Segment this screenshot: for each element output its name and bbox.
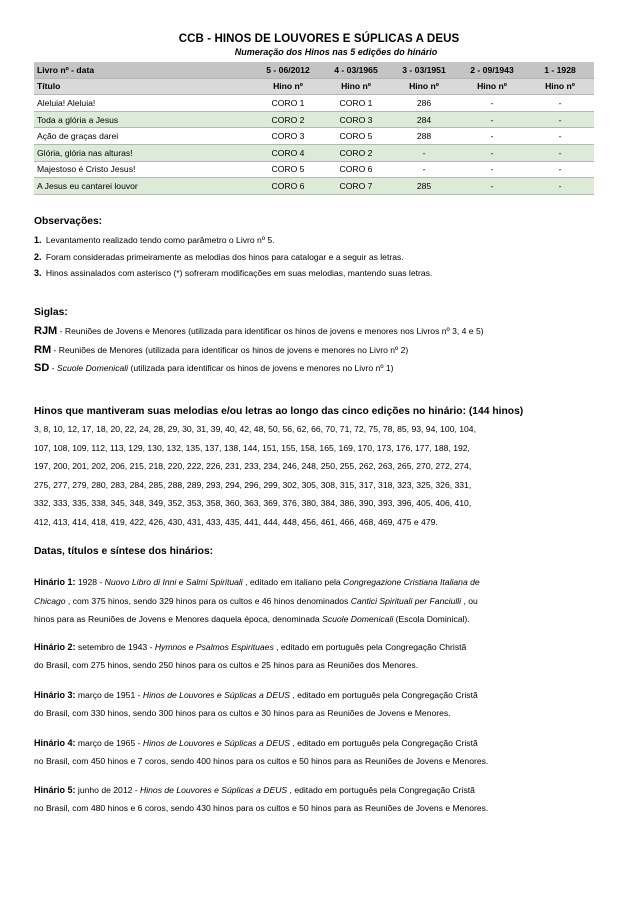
hinario-text: , editado em português pela Congregação Cristã [287, 785, 475, 795]
header-cell: Hino nº [254, 78, 322, 95]
hymn-number-line: 275, 277, 279, 280, 283, 284, 285, 288, 289, 293, 294, 296, 299, 302, 305, 308, 315, 317, 318, 323, 325, 326, 331, [34, 479, 472, 490]
table-cell: - [390, 161, 458, 178]
hymn-table [34, 62, 594, 195]
table-row [34, 95, 594, 112]
hinario-text: junho de 2012 - [75, 785, 141, 795]
hymn-number-line: 412, 413, 414, 418, 419, 422, 426, 430, 431, 433, 435, 441, 444, 448, 456, 461, 466, 468, 469, 475 e 479. [34, 516, 438, 527]
hinario-text: setembro de 1943 - [75, 642, 155, 652]
table-cell: A Jesus eu cantarei louvor [34, 178, 254, 195]
table-cell: Toda a glória a Jesus [34, 111, 254, 128]
table-header-row-title [34, 78, 594, 95]
sigla-code: SD [34, 362, 50, 374]
table-cell: - [458, 95, 526, 112]
table-cell: - [458, 111, 526, 128]
hinario-text: , ou [461, 596, 478, 606]
table-cell: CORO 2 [254, 111, 322, 128]
table-cell: CORO 1 [322, 95, 390, 112]
hinario-text: (Escola Dominical). [393, 614, 470, 624]
observacao-text: Levantamento realizado tendo como parâmetro o Livro nº 5. [45, 235, 275, 245]
header-cell: 4 - 03/1965 [322, 62, 390, 78]
table-cell: - [458, 128, 526, 145]
hinario-text: , editado em italiano pela [242, 577, 344, 587]
sigla-italic: Scuole Domenicali [56, 363, 129, 373]
table-cell: CORO 3 [254, 128, 322, 145]
table-cell: 285 [390, 178, 458, 195]
hinario-title: Hymnos e Psalmos Espirituaes [154, 642, 274, 652]
hinario-label: Hinário 1: [34, 577, 76, 587]
table-cell: - [458, 178, 526, 195]
hymn-number-line: 332, 333, 335, 338, 345, 348, 349, 352, 353, 358, 360, 363, 369, 376, 380, 384, 386, 390, 393, 396, 405, 406, 410, [34, 498, 472, 508]
table-cell: CORO 6 [254, 178, 322, 195]
hinario-4-line-2: no Brasil, com 450 hinos e 7 coros, sendo 400 hinos para os cultos e 50 hinos para as Reuniões de Jovens e Menores. [34, 756, 489, 766]
observacao-item [34, 268, 432, 278]
table-cell: CORO 4 [254, 144, 322, 161]
observacao-item [34, 252, 404, 262]
sigla-text: - [51, 363, 57, 373]
table-cell: CORO 6 [322, 161, 390, 178]
table-row [34, 144, 594, 161]
hinario-text: março de 1951 - [75, 690, 143, 700]
table-cell: Aleluia! Aleluia! [34, 95, 254, 112]
hinario-title: Cantici Spirituali per Fanciulli [350, 596, 462, 606]
sigla-code: RM [34, 344, 52, 356]
hinario-text: , editado em português pela Congregação Cristã [290, 690, 478, 700]
hinario-title: Hinos de Louvores e Súplicas a DEUS [142, 738, 291, 748]
sigla-item [34, 325, 484, 337]
hinario-publisher: Congregazione Cristiana Italiana de [343, 577, 480, 587]
hinario-label: Hinário 2: [34, 642, 76, 652]
observacao-text: Foram consideradas primeiramente as melodias dos hinos para catalogar e a seguir as letras. [45, 252, 404, 262]
table-row [34, 128, 594, 145]
table-cell: CORO 1 [254, 95, 322, 112]
observacao-number: 2. [34, 252, 42, 262]
table-cell: - [458, 144, 526, 161]
observacao-text: Hinos assinalados com asterisco (*) sofreram modificações em suas melodias, mantendo suas letras. [45, 268, 433, 278]
hinario-title: Scuole Domenicali [322, 614, 394, 624]
table-cell: - [526, 161, 594, 178]
hinario-5-line-2: no Brasil, com 480 hinos e 6 coros, sendo 430 hinos para os cultos e 50 hinos para as Reuniões de Jovens e Menores. [34, 803, 489, 813]
hinario-2-line-2: do Brasil, com 275 hinos, sendo 250 hinos para os cultos e 25 hinos para as Reuniões dos Menores. [34, 660, 419, 670]
hinario-4-line [34, 738, 478, 748]
table-cell: - [458, 161, 526, 178]
mantidos-heading: Hinos que mantiveram suas melodias e/ou letras ao longo das cinco edições no hinário: (144 hinos) [34, 406, 524, 417]
table-cell: 284 [390, 111, 458, 128]
table-cell: - [526, 144, 594, 161]
sigla-text: - Reuniões de Jovens e Menores (utilizada para identificar os hinos de jovens e menores nos Livros nº 3, 4 e 5) [59, 326, 484, 336]
header-cell: Título [34, 78, 254, 95]
table-cell: CORO 2 [322, 144, 390, 161]
sigla-item [34, 344, 408, 356]
document-title: CCB - HINOS DE LOUVORES E SÚPLICAS A DEUS [178, 33, 460, 45]
table-row [34, 178, 594, 195]
observacoes-heading: Observações: [34, 216, 103, 227]
table-row [34, 111, 594, 128]
hinario-1-line-3 [34, 614, 470, 624]
hinario-title: Hinos de Louvores e Súplicas a DEUS [142, 690, 291, 700]
header-cell: Hino nº [390, 78, 458, 95]
table-cell: CORO 7 [322, 178, 390, 195]
hinario-text: março de 1965 - [75, 738, 143, 748]
hinario-5-line [34, 785, 475, 795]
observacao-number: 1. [34, 235, 42, 245]
table-cell: Majestoso é Cristo Jesus! [34, 161, 254, 178]
table-cell: - [526, 111, 594, 128]
header-cell: Livro nº - data [34, 62, 254, 78]
table-cell: - [526, 128, 594, 145]
header-cell: 1 - 1928 [526, 62, 594, 78]
hinario-title: Nuovo Libro di Inni e Salmi Spirituali [104, 577, 243, 587]
hymn-number-line: 107, 108, 109, 112, 113, 129, 130, 132, 135, 137, 138, 144, 151, 155, 158, 165, 169, 170, 173, 176, 177, 188, 192, [34, 442, 470, 453]
hinario-3-line-2: do Brasil, com 330 hinos, sendo 300 hinos para os cultos e 30 hinos para as Reuniões de Jovens e Menores. [34, 708, 451, 718]
hinario-publisher: Chicago [34, 596, 66, 606]
table-row [34, 161, 594, 178]
header-cell: 3 - 03/1951 [390, 62, 458, 78]
table-cell: 286 [390, 95, 458, 112]
header-cell: 2 - 09/1943 [458, 62, 526, 78]
table-cell: - [390, 144, 458, 161]
sigla-text: (utilizada para identificar os hinos de jovens e menores no Livro nº 1) [128, 363, 394, 373]
table-header-row-edition [34, 62, 594, 78]
header-cell: Hino nº [322, 78, 390, 95]
hinario-3-line [34, 690, 478, 700]
header-cell: 5 - 06/2012 [254, 62, 322, 78]
hymn-number-line: 3, 8, 10, 12, 17, 18, 20, 22, 24, 28, 29, 30, 31, 39, 40, 42, 48, 50, 56, 62, 66, 70, 71, 72, 75, 78, 85, 93, 94, 100, 104, [34, 424, 476, 434]
hinario-text: hinos para as Reuniões de Jovens e Menores daquela época, denominada [34, 614, 323, 624]
datas-heading: Datas, títulos e síntese dos hinários: [34, 546, 214, 557]
sigla-item [34, 362, 394, 374]
table-cell: 288 [390, 128, 458, 145]
hinario-label: Hinário 5: [34, 785, 76, 795]
hinario-title: Hinos de Louvores e Súplicas a DEUS [140, 785, 288, 795]
hinario-text: , editado em português pela Congregação Cristã [290, 738, 478, 748]
hinario-text: , editado em português pela Congregação Christã [273, 642, 467, 652]
header-cell: Hino nº [458, 78, 526, 95]
hymn-number-line: 197, 200, 201, 202, 206, 215, 218, 220, 222, 226, 231, 233, 234, 246, 248, 250, 255, 262, 263, 265, 270, 272, 274, [34, 461, 472, 471]
sigla-code: RJM [34, 325, 58, 337]
hinario-1-line-2 [34, 596, 478, 606]
document-subtitle: Numeração dos Hinos nas 5 edições do hinário [234, 47, 438, 57]
table-cell: Ação de graças darei [34, 128, 254, 145]
header-cell: Hino nº [526, 78, 594, 95]
hymn-number-list [34, 420, 609, 531]
table-cell: Glória, glória nas alturas! [34, 144, 254, 161]
table-cell: - [526, 178, 594, 195]
siglas-heading: Siglas: [34, 307, 68, 318]
observacao-item [34, 235, 275, 245]
hinario-1-line [34, 577, 480, 587]
hinario-label: Hinário 3: [34, 690, 76, 700]
table-cell: - [526, 95, 594, 112]
table-cell: CORO 3 [322, 111, 390, 128]
sigla-text: - Reuniões de Menores (utilizada para identificar os hinos de jovens e menores no Livro nº 2) [53, 345, 409, 355]
observacao-number: 3. [34, 268, 42, 278]
table-cell: CORO 5 [254, 161, 322, 178]
hinario-label: Hinário 4: [34, 738, 76, 748]
hinario-text: 1928 - [75, 577, 105, 587]
hinario-2-line [34, 642, 466, 652]
table-cell: CORO 5 [322, 128, 390, 145]
hinario-text: , com 375 hinos, sendo 329 hinos para os cultos e 46 hinos denominados [65, 596, 351, 606]
